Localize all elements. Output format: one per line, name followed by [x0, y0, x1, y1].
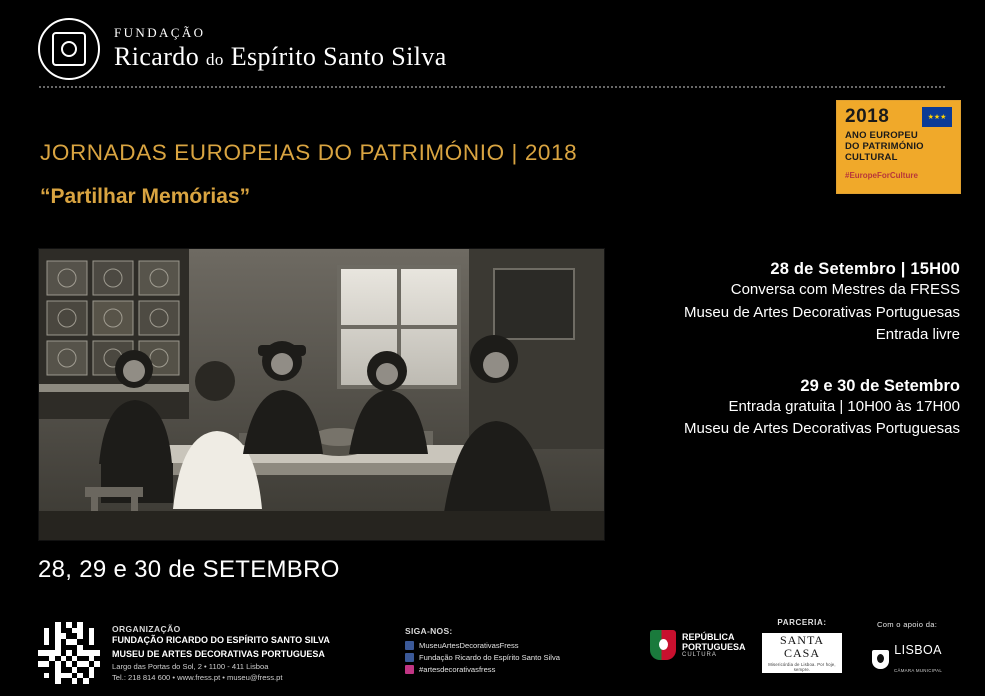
facebook-icon	[405, 641, 414, 650]
badge-text-line3: CULTURAL	[845, 152, 898, 164]
republica-line3: CULTURA	[682, 652, 717, 659]
event-28-title: Conversa com Mestres da FRESS	[730, 281, 960, 298]
santa-casa-line2: CASA	[783, 645, 820, 660]
social-item-label: MuseuArtesDecorativasFress	[419, 641, 519, 650]
support-heading: Com o apoio da:	[876, 620, 938, 629]
brand-header	[38, 18, 447, 80]
santa-casa-line1: SANTA	[779, 632, 825, 647]
organization-contacts[interactable]: Tel.: 218 814 600 • www.fress.pt • museu@fress.pt	[112, 673, 283, 683]
brand-line-foundation: FUNDAÇÃO	[114, 24, 206, 40]
event-28-date: 28 de Setembro | 15H00	[770, 260, 960, 278]
portugal-shield-icon	[650, 630, 676, 660]
social-item-label: Fundação Ricardo do Espírito Santo Silva	[419, 653, 560, 662]
instagram-icon	[405, 665, 414, 674]
partner-heading: PARCERIA:	[777, 618, 827, 627]
page-subtitle: “Partilhar Memórias”	[40, 185, 251, 208]
social-block	[405, 626, 560, 677]
foundation-seal-icon	[38, 18, 100, 80]
event-block-28	[530, 260, 960, 347]
lisboa-name: LISBOA	[894, 643, 942, 657]
badge-year: 2018	[845, 106, 890, 127]
european-year-badge	[836, 100, 961, 194]
event-2930-venue: Museu de Artes Decorativas Portuguesas	[684, 420, 960, 437]
header-divider	[38, 86, 946, 88]
dates-banner: 28, 29 e 30 de SETEMBRO	[38, 556, 340, 583]
santa-casa-logo	[762, 633, 842, 673]
social-item[interactable]	[405, 653, 560, 662]
page-title: JORNADAS EUROPEIAS DO PATRIMÓNIO | 2018	[40, 140, 578, 165]
lisboa-sub: CÂMARA MUNICIPAL	[894, 668, 943, 673]
brand-name-a: Ricardo	[114, 42, 200, 72]
brand-name-b: do	[206, 50, 224, 70]
organization-heading: ORGANIZAÇÃO	[112, 624, 181, 634]
republica-line2: PORTUGUESA	[682, 642, 746, 652]
partner-block	[762, 618, 842, 673]
santa-casa-sub: Misericórdia de Lisboa. Por hoje, sempre.	[768, 662, 836, 673]
badge-text-line2: DO PATRIMÓNIO	[845, 141, 924, 153]
eu-flag-stars: ★★★	[927, 114, 947, 121]
facebook-icon	[405, 653, 414, 662]
event-28-venue: Museu de Artes Decorativas Portuguesas	[684, 303, 960, 321]
badge-hashtag: #EuropeForCulture	[845, 170, 918, 180]
qr-code-pattern	[38, 622, 100, 684]
social-item[interactable]	[405, 641, 560, 650]
lisbon-crest-icon	[872, 650, 889, 669]
brand-wordmark	[114, 26, 447, 72]
event-details	[530, 260, 960, 441]
qr-code[interactable]	[38, 622, 100, 684]
support-block	[872, 620, 942, 677]
event-2930-entry: Entrada gratuita | 10H00 às 17H00	[728, 397, 960, 415]
lisboa-logo	[872, 641, 942, 677]
organization-name-2: MUSEU DE ARTES DECORATIVAS PORTUGUESA	[112, 648, 325, 659]
social-heading: SIGA-NOS:	[405, 626, 453, 636]
event-28-entry: Entrada livre	[875, 326, 960, 343]
organization-block	[112, 624, 330, 684]
brand-line-name	[114, 42, 447, 72]
republica-line1: REPÚBLICA	[682, 631, 735, 642]
footer	[0, 612, 985, 696]
event-block-29-30	[530, 377, 960, 441]
badge-text-line1: ANO EUROPEU	[845, 130, 918, 141]
eu-flag-icon	[922, 107, 952, 127]
organization-address: Largo das Portas do Sol, 2 • 1100 - 411 Lisboa	[112, 662, 269, 671]
event-2930-date: 29 e 30 de Setembro	[800, 376, 960, 395]
archival-photo	[38, 248, 605, 541]
badge-text	[845, 130, 952, 164]
social-item[interactable]	[405, 665, 560, 674]
social-item-label: #artesdecorativasfress	[419, 665, 496, 674]
organization-name-1: FUNDAÇÃO RICARDO DO ESPÍRITO SANTO SILVA	[112, 635, 330, 645]
brand-name-c: Espírito Santo Silva	[230, 42, 447, 72]
republica-portuguesa-logo	[650, 630, 746, 660]
